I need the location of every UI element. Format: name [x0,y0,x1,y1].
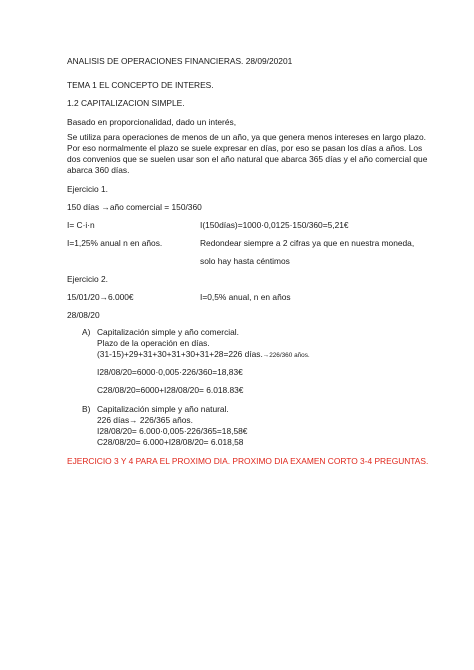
paragraph-line: Por eso normalmente el plazo se suele expresar en días, por eso se pasan los días a años. Los [67,143,423,153]
exercise-2-date: 28/08/20 [67,310,100,320]
exercise-1-line: 150 días →año comercial = 150/360 [67,202,202,212]
exercise-2-title: Ejercicio 2. [67,274,108,284]
part-a-title: Capitalización simple y año comercial. [97,327,239,337]
part-b-line: C28/08/20= 6.000+I28/08/20= 6.018,58 [97,437,244,447]
paragraph-line: Se utiliza para operaciones de menos de un año, ya que genera menos intereses en largo plazo. [67,132,426,142]
part-b-line: 226 días→ 226/365 años. [97,415,193,425]
part-a-small-note: →226/360 años. [262,352,310,359]
part-b-title: Capitalización simple y año natural. [97,404,229,414]
list-letter: B) [82,404,91,414]
exercise-2-line: 15/01/20→6.000€ [67,292,134,302]
exercise-2-rate: I=0,5% anual, n en años [200,292,291,302]
paragraph-line: dos convenios que se suelen usar son el año natural que abarca 365 días y el año comercial que [67,154,428,164]
part-a-line: (31-15)+29+31+30+31+30+31+28=226 días.→226/360 años. [97,349,310,359]
paragraph-line: abarca 360 días. [67,165,130,175]
intro-line: Basado en proporcionalidad, dado un interés, [67,117,237,127]
exercise-1-result: I(150días)=1000·0,0125·150/360=5,21€ [200,220,349,230]
exercise-1-note: solo hay hasta céntimos [200,256,290,266]
exercise-1-note: Redondear siempre a 2 cifras ya que en nuestra moneda, [200,238,415,248]
document-title: ANALISIS DE OPERACIONES FINANCIERAS. 28/09/20201 [67,56,293,66]
part-a-line: Plazo de la operación en días. [97,338,210,348]
exercise-1-formula: I= C·i·n [67,220,95,230]
part-a-line: I28/08/20=6000·0,005·226/360=18,83€ [97,367,243,377]
section-heading: 1.2 CAPITALIZACION SIMPLE. [67,98,185,108]
homework-note: EJERCICIO 3 Y 4 PARA EL PROXIMO DIA. PROXIMO DIA EXAMEN CORTO 3-4 PREGUNTAS. [67,456,429,466]
exercise-1-rate: I=1,25% anual n en años. [67,238,163,248]
part-b-line: I28/08/20= 6.000·0,005·226/365=18,58€ [97,426,248,436]
part-a-line: C28/08/20=6000+I28/08/20= 6.018.83€ [97,385,244,395]
tema-heading: TEMA 1 EL CONCEPTO DE INTERES. [67,80,214,90]
list-letter: A) [82,327,91,337]
exercise-1-title: Ejercicio 1. [67,184,108,194]
